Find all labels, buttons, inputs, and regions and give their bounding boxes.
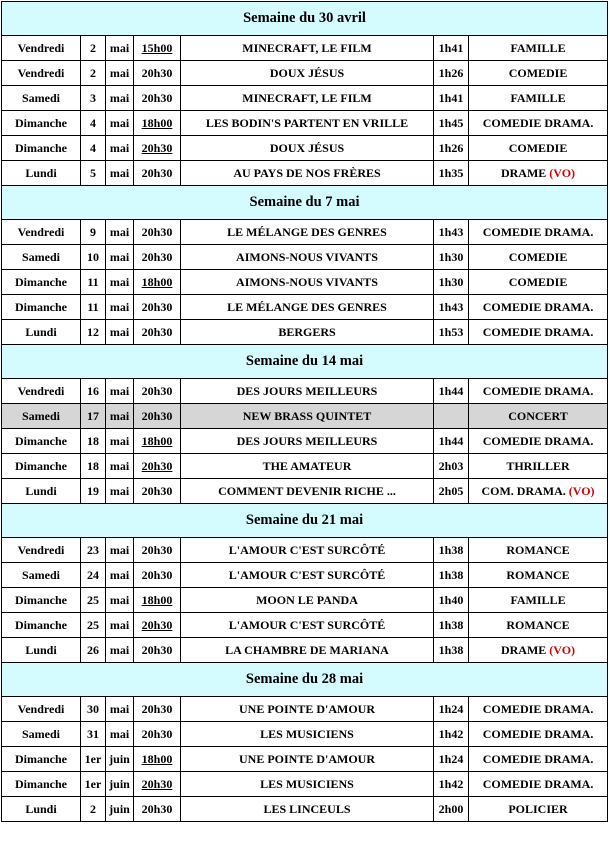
screening-row: [2, 86, 608, 111]
date-cell: 18: [81, 454, 106, 479]
time-cell: [134, 588, 181, 613]
date-cell: 24: [81, 563, 106, 588]
time-text: 20h30: [141, 383, 173, 398]
genre-cell: [469, 320, 608, 345]
time-text: 18h00: [141, 433, 173, 448]
genre-text: COMEDIE DRAMA.: [482, 383, 594, 398]
day-cell: Vendredi: [2, 379, 81, 404]
time-text: 20h30: [141, 801, 173, 816]
time-text: 20h30: [141, 165, 173, 180]
screening-row: [2, 588, 608, 613]
time-cell: [134, 320, 181, 345]
day-cell: Dimanche: [2, 588, 81, 613]
month-cell: mai: [106, 111, 134, 136]
film-title-cell: AU PAYS DE NOS FRÈRES: [181, 161, 434, 186]
date-cell: 2: [81, 797, 106, 822]
day-cell: Samedi: [2, 404, 81, 429]
film-title-cell: DES JOURS MEILLEURS: [181, 379, 434, 404]
screening-row: [2, 61, 608, 86]
screening-row: [2, 697, 608, 722]
date-cell: 23: [81, 538, 106, 563]
date-cell: 4: [81, 111, 106, 136]
date-cell: 1er: [81, 747, 106, 772]
film-title-cell: UNE POINTE D'AMOUR: [181, 697, 434, 722]
screening-row: [2, 111, 608, 136]
genre-cell: [469, 136, 608, 161]
genre-cell: [469, 697, 608, 722]
screening-row: [2, 161, 608, 186]
month-cell: mai: [106, 722, 134, 747]
duration-cell: 1h41: [434, 86, 469, 111]
screening-row: [2, 538, 608, 563]
week-header-row: [2, 504, 608, 538]
genre-cell: [469, 61, 608, 86]
screening-row: [2, 747, 608, 772]
duration-cell: 1h43: [434, 220, 469, 245]
time-text: 20h30: [141, 324, 173, 339]
film-title-cell: LES LINCEULS: [181, 797, 434, 822]
genre-text: POLICIER: [508, 801, 568, 816]
vo-badge: (VO): [549, 165, 576, 180]
time-cell: [134, 454, 181, 479]
day-cell: Lundi: [2, 479, 81, 504]
film-title-cell: NEW BRASS QUINTET: [181, 404, 434, 429]
time-text: 20h30: [141, 249, 173, 264]
genre-cell: [469, 538, 608, 563]
time-text: 20h30: [141, 642, 173, 657]
date-cell: 31: [81, 722, 106, 747]
day-cell: Vendredi: [2, 220, 81, 245]
film-title-cell: AIMONS-NOUS VIVANTS: [181, 245, 434, 270]
film-title-cell: THE AMATEUR: [181, 454, 434, 479]
film-title-cell: DES JOURS MEILLEURS: [181, 429, 434, 454]
time-cell: [134, 295, 181, 320]
genre-text: COMEDIE DRAMA.: [482, 324, 594, 339]
week-header-row: [2, 345, 608, 379]
genre-text: COMEDIE DRAMA.: [482, 751, 594, 766]
duration-cell: 2h00: [434, 797, 469, 822]
week-header-row: [2, 663, 608, 697]
date-cell: 16: [81, 379, 106, 404]
screening-row: [2, 320, 608, 345]
film-title-cell: L'AMOUR C'EST SURCÔTÉ: [181, 538, 434, 563]
duration-cell: 1h53: [434, 320, 469, 345]
duration-cell: 1h44: [434, 429, 469, 454]
time-cell: [134, 747, 181, 772]
date-cell: 25: [81, 613, 106, 638]
duration-cell: 1h42: [434, 772, 469, 797]
genre-text: ROMANCE: [506, 567, 570, 582]
time-text: 20h30: [141, 224, 173, 239]
duration-cell: 1h44: [434, 379, 469, 404]
genre-text: FAMILLE: [510, 90, 566, 105]
time-cell: [134, 36, 181, 61]
month-cell: mai: [106, 86, 134, 111]
genre-cell: [469, 111, 608, 136]
date-cell: 11: [81, 270, 106, 295]
date-cell: 5: [81, 161, 106, 186]
day-cell: Samedi: [2, 245, 81, 270]
date-cell: 26: [81, 638, 106, 663]
month-cell: mai: [106, 161, 134, 186]
time-cell: [134, 479, 181, 504]
month-cell: mai: [106, 270, 134, 295]
duration-cell: [434, 404, 469, 429]
date-cell: 19: [81, 479, 106, 504]
genre-cell: [469, 36, 608, 61]
month-cell: mai: [106, 538, 134, 563]
time-cell: [134, 538, 181, 563]
day-cell: Lundi: [2, 161, 81, 186]
genre-text: COMEDIE DRAMA.: [482, 701, 594, 716]
time-text: 18h00: [141, 751, 173, 766]
week-title: Semaine du 21 mai: [2, 504, 608, 538]
time-text: 20h30: [141, 542, 173, 557]
genre-cell: [469, 638, 608, 663]
day-cell: Vendredi: [2, 61, 81, 86]
genre-cell: [469, 86, 608, 111]
date-cell: 12: [81, 320, 106, 345]
time-text: 20h30: [141, 408, 173, 423]
day-cell: Dimanche: [2, 454, 81, 479]
genre-text: COMEDIE DRAMA.: [482, 433, 594, 448]
genre-text: COMEDIE: [508, 140, 568, 155]
film-title-cell: DOUX JÉSUS: [181, 61, 434, 86]
time-text: 20h30: [141, 65, 173, 80]
duration-cell: 1h38: [434, 538, 469, 563]
genre-cell: [469, 379, 608, 404]
day-cell: Dimanche: [2, 747, 81, 772]
genre-cell: [469, 270, 608, 295]
month-cell: mai: [106, 479, 134, 504]
time-cell: [134, 722, 181, 747]
month-cell: mai: [106, 588, 134, 613]
film-title-cell: MINECRAFT, LE FILM: [181, 36, 434, 61]
month-cell: mai: [106, 220, 134, 245]
genre-cell: [469, 613, 608, 638]
film-title-cell: BERGERS: [181, 320, 434, 345]
day-cell: Dimanche: [2, 111, 81, 136]
genre-cell: [469, 245, 608, 270]
duration-cell: 1h38: [434, 613, 469, 638]
duration-cell: 1h30: [434, 270, 469, 295]
time-text: 20h30: [141, 299, 173, 314]
month-cell: juin: [106, 797, 134, 822]
screening-row: [2, 613, 608, 638]
month-cell: mai: [106, 429, 134, 454]
genre-text: CONCERT: [508, 408, 568, 423]
film-title-cell: LES MUSICIENS: [181, 722, 434, 747]
time-cell: [134, 111, 181, 136]
date-cell: 10: [81, 245, 106, 270]
duration-cell: 1h30: [434, 245, 469, 270]
time-text: 20h30: [141, 701, 173, 716]
screening-row: [2, 295, 608, 320]
genre-cell: [469, 295, 608, 320]
genre-cell: [469, 772, 608, 797]
time-cell: [134, 638, 181, 663]
duration-cell: 1h45: [434, 111, 469, 136]
month-cell: mai: [106, 36, 134, 61]
month-cell: mai: [106, 379, 134, 404]
week-header-row: [2, 186, 608, 220]
genre-text: COMEDIE: [508, 274, 568, 289]
genre-cell: [469, 563, 608, 588]
genre-cell: [469, 161, 608, 186]
genre-text: COMEDIE DRAMA.: [482, 299, 594, 314]
day-cell: Vendredi: [2, 697, 81, 722]
film-title-cell: LES MUSICIENS: [181, 772, 434, 797]
month-cell: mai: [106, 563, 134, 588]
duration-cell: 1h41: [434, 36, 469, 61]
genre-cell: [469, 797, 608, 822]
screening-row: [2, 638, 608, 663]
genre-cell: [469, 479, 608, 504]
time-cell: [134, 404, 181, 429]
date-cell: 17: [81, 404, 106, 429]
date-cell: 25: [81, 588, 106, 613]
time-text: 20h30: [141, 776, 173, 791]
film-title-cell: MOON LE PANDA: [181, 588, 434, 613]
duration-cell: 1h40: [434, 588, 469, 613]
month-cell: mai: [106, 295, 134, 320]
time-text: 18h00: [141, 274, 173, 289]
time-cell: [134, 563, 181, 588]
time-text: 20h30: [141, 90, 173, 105]
screening-row: [2, 36, 608, 61]
day-cell: Lundi: [2, 320, 81, 345]
time-cell: [134, 245, 181, 270]
week-title: Semaine du 7 mai: [2, 186, 608, 220]
genre-text: COMEDIE: [508, 249, 568, 264]
time-cell: [134, 270, 181, 295]
vo-badge: (VO): [568, 483, 595, 498]
duration-cell: 1h43: [434, 295, 469, 320]
time-text: 20h30: [141, 617, 173, 632]
month-cell: mai: [106, 61, 134, 86]
screening-row: [2, 429, 608, 454]
day-cell: Samedi: [2, 86, 81, 111]
screening-row: [2, 772, 608, 797]
genre-cell: [469, 404, 608, 429]
time-text: 20h30: [141, 567, 173, 582]
date-cell: 30: [81, 697, 106, 722]
time-text: 18h00: [141, 115, 173, 130]
genre-cell: [469, 588, 608, 613]
week-header-row: [2, 2, 608, 36]
time-cell: [134, 697, 181, 722]
week-title: Semaine du 28 mai: [2, 663, 608, 697]
date-cell: 3: [81, 86, 106, 111]
vo-badge: (VO): [549, 642, 576, 657]
time-cell: [134, 136, 181, 161]
time-text: 20h30: [141, 483, 173, 498]
genre-text: COMEDIE: [508, 65, 568, 80]
month-cell: mai: [106, 320, 134, 345]
film-title-cell: LES BODIN'S PARTENT EN VRILLE: [181, 111, 434, 136]
film-title-cell: DOUX JÉSUS: [181, 136, 434, 161]
time-cell: [134, 161, 181, 186]
genre-text: FAMILLE: [510, 592, 566, 607]
screening-row: [2, 722, 608, 747]
time-cell: [134, 613, 181, 638]
date-cell: 1er: [81, 772, 106, 797]
day-cell: Vendredi: [2, 36, 81, 61]
genre-text: FAMILLE: [510, 40, 566, 55]
day-cell: Dimanche: [2, 772, 81, 797]
screening-row: [2, 379, 608, 404]
week-title: Semaine du 14 mai: [2, 345, 608, 379]
duration-cell: 1h26: [434, 61, 469, 86]
genre-text: COMEDIE DRAMA.: [482, 115, 594, 130]
duration-cell: 1h26: [434, 136, 469, 161]
duration-cell: 1h38: [434, 638, 469, 663]
time-text: 20h30: [141, 458, 173, 473]
date-cell: 2: [81, 61, 106, 86]
date-cell: 11: [81, 295, 106, 320]
genre-text: THRILLER: [506, 458, 570, 473]
time-cell: [134, 429, 181, 454]
screening-row: [2, 563, 608, 588]
month-cell: mai: [106, 613, 134, 638]
day-cell: Dimanche: [2, 295, 81, 320]
time-cell: [134, 61, 181, 86]
date-cell: 4: [81, 136, 106, 161]
genre-cell: [469, 722, 608, 747]
genre-text: COMEDIE DRAMA.: [482, 776, 594, 791]
day-cell: Dimanche: [2, 429, 81, 454]
month-cell: mai: [106, 245, 134, 270]
time-cell: [134, 772, 181, 797]
time-cell: [134, 379, 181, 404]
screening-row: [2, 270, 608, 295]
genre-text: COMEDIE DRAMA.: [482, 726, 594, 741]
film-title-cell: MINECRAFT, LE FILM: [181, 86, 434, 111]
genre-text: DRAME: [500, 642, 547, 657]
genre-cell: [469, 454, 608, 479]
film-title-cell: AIMONS-NOUS VIVANTS: [181, 270, 434, 295]
screening-row: [2, 220, 608, 245]
duration-cell: 1h35: [434, 161, 469, 186]
duration-cell: 1h24: [434, 747, 469, 772]
month-cell: mai: [106, 136, 134, 161]
genre-text: ROMANCE: [506, 617, 570, 632]
genre-cell: [469, 220, 608, 245]
day-cell: Dimanche: [2, 136, 81, 161]
duration-cell: 2h05: [434, 479, 469, 504]
time-text: 20h30: [141, 140, 173, 155]
week-title: Semaine du 30 avril: [2, 2, 608, 36]
screening-row: [2, 454, 608, 479]
duration-cell: 2h03: [434, 454, 469, 479]
time-cell: [134, 86, 181, 111]
genre-cell: [469, 429, 608, 454]
genre-text: COMEDIE DRAMA.: [482, 224, 594, 239]
genre-text: DRAME: [500, 165, 547, 180]
film-title-cell: L'AMOUR C'EST SURCÔTÉ: [181, 613, 434, 638]
duration-cell: 1h42: [434, 722, 469, 747]
month-cell: juin: [106, 772, 134, 797]
day-cell: Samedi: [2, 722, 81, 747]
time-cell: [134, 797, 181, 822]
day-cell: Lundi: [2, 638, 81, 663]
film-title-cell: UNE POINTE D'AMOUR: [181, 747, 434, 772]
month-cell: mai: [106, 404, 134, 429]
time-text: 15h00: [141, 40, 173, 55]
screening-row: [2, 136, 608, 161]
time-text: 18h00: [141, 592, 173, 607]
film-title-cell: LE MÉLANGE DES GENRES: [181, 295, 434, 320]
screening-row: [2, 797, 608, 822]
date-cell: 9: [81, 220, 106, 245]
duration-cell: 1h24: [434, 697, 469, 722]
film-title-cell: LE MÉLANGE DES GENRES: [181, 220, 434, 245]
screening-schedule-table: [1, 1, 608, 822]
screening-row: [2, 404, 608, 429]
film-title-cell: L'AMOUR C'EST SURCÔTÉ: [181, 563, 434, 588]
day-cell: Vendredi: [2, 538, 81, 563]
time-cell: [134, 220, 181, 245]
genre-text: ROMANCE: [506, 542, 570, 557]
day-cell: Samedi: [2, 563, 81, 588]
month-cell: mai: [106, 638, 134, 663]
film-title-cell: LA CHAMBRE DE MARIANA: [181, 638, 434, 663]
screening-row: [2, 245, 608, 270]
genre-text: COM. DRAMA.: [481, 483, 566, 498]
month-cell: juin: [106, 747, 134, 772]
date-cell: 18: [81, 429, 106, 454]
day-cell: Lundi: [2, 797, 81, 822]
duration-cell: 1h38: [434, 563, 469, 588]
day-cell: Dimanche: [2, 270, 81, 295]
screening-row: [2, 479, 608, 504]
time-text: 20h30: [141, 726, 173, 741]
month-cell: mai: [106, 697, 134, 722]
month-cell: mai: [106, 454, 134, 479]
genre-cell: [469, 747, 608, 772]
film-title-cell: COMMENT DEVENIR RICHE ...: [181, 479, 434, 504]
date-cell: 2: [81, 36, 106, 61]
day-cell: Dimanche: [2, 613, 81, 638]
